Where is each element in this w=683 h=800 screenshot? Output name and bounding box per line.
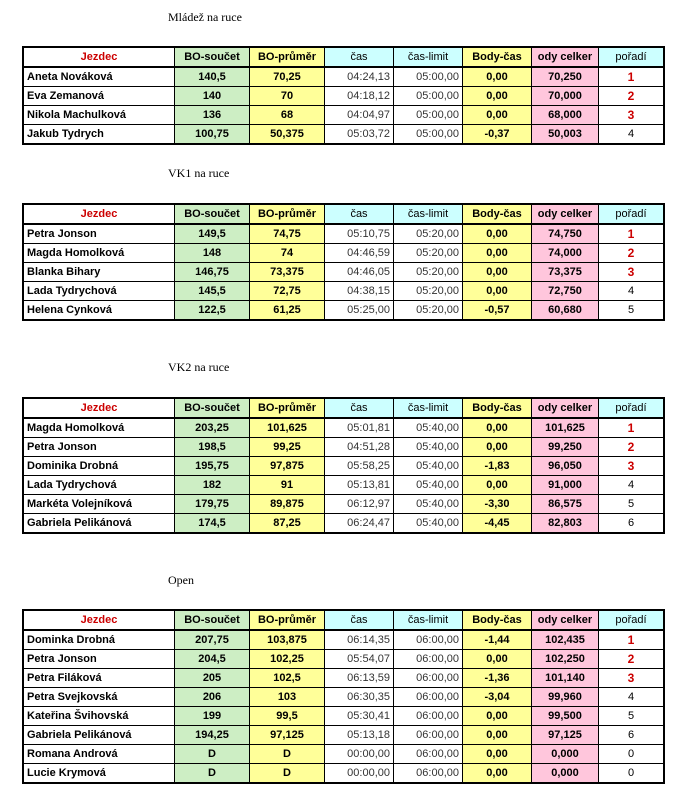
time: 04:51,28 bbox=[325, 438, 394, 457]
total-points: 101,140 bbox=[532, 669, 599, 688]
rank: 4 bbox=[599, 688, 665, 707]
time: 00:00,00 bbox=[325, 764, 394, 784]
bo-sum: 198,5 bbox=[175, 438, 250, 457]
table-header-row bbox=[23, 610, 664, 630]
bo-sum: 145,5 bbox=[175, 282, 250, 301]
results-table-vk2 bbox=[22, 397, 665, 534]
table-row bbox=[23, 438, 664, 457]
rank: 4 bbox=[599, 125, 665, 145]
time-limit: 06:00,00 bbox=[394, 764, 463, 784]
header-rank: pořadí bbox=[599, 204, 665, 224]
header-time-limit: čas-limit bbox=[394, 204, 463, 224]
time: 04:04,97 bbox=[325, 106, 394, 125]
total-points: 97,125 bbox=[532, 726, 599, 745]
time-limit: 05:00,00 bbox=[394, 67, 463, 87]
header-time: čas bbox=[325, 610, 394, 630]
results-table-vk1 bbox=[22, 203, 665, 321]
rider-name: Romana Andrová bbox=[23, 745, 175, 764]
time: 06:14,35 bbox=[325, 630, 394, 650]
total-points: 91,000 bbox=[532, 476, 599, 495]
bo-avg: 102,5 bbox=[250, 669, 325, 688]
rider-name: Jakub Tydrych bbox=[23, 125, 175, 145]
time: 05:13,18 bbox=[325, 726, 394, 745]
time-limit: 06:00,00 bbox=[394, 688, 463, 707]
time: 05:58,25 bbox=[325, 457, 394, 476]
table-header-row bbox=[23, 398, 664, 418]
bo-sum: 182 bbox=[175, 476, 250, 495]
rider-name: Petra Jonson bbox=[23, 650, 175, 669]
total-points: 60,680 bbox=[532, 301, 599, 321]
rider-name: Lada Tydrychová bbox=[23, 476, 175, 495]
bo-avg: 74 bbox=[250, 244, 325, 263]
header-bo-sum: BO-součet bbox=[175, 204, 250, 224]
bo-avg: 103,875 bbox=[250, 630, 325, 650]
rider-name: Petra Filáková bbox=[23, 669, 175, 688]
time: 05:25,00 bbox=[325, 301, 394, 321]
rank: 2 bbox=[599, 87, 665, 106]
header-bo-avg: BO-průměr bbox=[250, 610, 325, 630]
header-total-points: ody celker bbox=[532, 204, 599, 224]
header-rider: Jezdec bbox=[23, 610, 175, 630]
total-points: 72,750 bbox=[532, 282, 599, 301]
bo-avg: 70,25 bbox=[250, 67, 325, 87]
time-limit: 06:00,00 bbox=[394, 669, 463, 688]
time-limit: 05:40,00 bbox=[394, 457, 463, 476]
header-rank: pořadí bbox=[599, 610, 665, 630]
rank: 3 bbox=[599, 669, 665, 688]
time: 05:01,81 bbox=[325, 418, 394, 438]
body-time: 0,00 bbox=[463, 263, 532, 282]
table-row bbox=[23, 263, 664, 282]
rider-name: Dominka Drobná bbox=[23, 630, 175, 650]
total-points: 50,003 bbox=[532, 125, 599, 145]
rider-name: Petra Jonson bbox=[23, 224, 175, 244]
total-points: 0,000 bbox=[532, 764, 599, 784]
bo-sum: 204,5 bbox=[175, 650, 250, 669]
table-row bbox=[23, 745, 664, 764]
time: 04:46,05 bbox=[325, 263, 394, 282]
total-points: 70,250 bbox=[532, 67, 599, 87]
header-total-points: ody celker bbox=[532, 47, 599, 67]
body-time: 0,00 bbox=[463, 87, 532, 106]
table-row bbox=[23, 630, 664, 650]
bo-sum: D bbox=[175, 745, 250, 764]
header-rank: pořadí bbox=[599, 47, 665, 67]
body-time: 0,00 bbox=[463, 67, 532, 87]
header-rider: Jezdec bbox=[23, 398, 175, 418]
header-time-limit: čas-limit bbox=[394, 47, 463, 67]
time-limit: 05:40,00 bbox=[394, 438, 463, 457]
rider-name: Nikola Machulková bbox=[23, 106, 175, 125]
body-time: -0,37 bbox=[463, 125, 532, 145]
header-bo-avg: BO-průměr bbox=[250, 398, 325, 418]
bo-avg: 61,25 bbox=[250, 301, 325, 321]
body-time: 0,00 bbox=[463, 106, 532, 125]
header-rider: Jezdec bbox=[23, 204, 175, 224]
bo-avg: 68 bbox=[250, 106, 325, 125]
time: 05:54,07 bbox=[325, 650, 394, 669]
bo-avg: 72,75 bbox=[250, 282, 325, 301]
table-row bbox=[23, 87, 664, 106]
bo-avg: 73,375 bbox=[250, 263, 325, 282]
body-time: -1,44 bbox=[463, 630, 532, 650]
total-points: 102,435 bbox=[532, 630, 599, 650]
rank: 2 bbox=[599, 244, 665, 263]
table-row bbox=[23, 650, 664, 669]
rank: 3 bbox=[599, 263, 665, 282]
total-points: 70,000 bbox=[532, 87, 599, 106]
rank: 1 bbox=[599, 224, 665, 244]
total-points: 86,575 bbox=[532, 495, 599, 514]
section-title-mladez: Mládež na ruce bbox=[168, 10, 242, 24]
body-time: 0,00 bbox=[463, 282, 532, 301]
bo-sum: 203,25 bbox=[175, 418, 250, 438]
header-time-limit: čas-limit bbox=[394, 610, 463, 630]
total-points: 99,960 bbox=[532, 688, 599, 707]
total-points: 68,000 bbox=[532, 106, 599, 125]
time: 04:24,13 bbox=[325, 67, 394, 87]
bo-sum: 140,5 bbox=[175, 67, 250, 87]
table-header-row bbox=[23, 204, 664, 224]
rider-name: Gabriela Pelikánová bbox=[23, 726, 175, 745]
header-body-time: Body-čas bbox=[463, 610, 532, 630]
bo-avg: 50,375 bbox=[250, 125, 325, 145]
rank: 2 bbox=[599, 438, 665, 457]
bo-sum: 136 bbox=[175, 106, 250, 125]
body-time: 0,00 bbox=[463, 726, 532, 745]
bo-avg: 70 bbox=[250, 87, 325, 106]
rank: 2 bbox=[599, 650, 665, 669]
bo-sum: 179,75 bbox=[175, 495, 250, 514]
header-body-time: Body-čas bbox=[463, 398, 532, 418]
bo-sum: 205 bbox=[175, 669, 250, 688]
body-time: -1,83 bbox=[463, 457, 532, 476]
body-time: 0,00 bbox=[463, 476, 532, 495]
table-row bbox=[23, 418, 664, 438]
total-points: 82,803 bbox=[532, 514, 599, 534]
table-row bbox=[23, 669, 664, 688]
bo-sum: 148 bbox=[175, 244, 250, 263]
table-row bbox=[23, 106, 664, 125]
bo-avg: 103 bbox=[250, 688, 325, 707]
bo-avg: 87,25 bbox=[250, 514, 325, 534]
rank: 3 bbox=[599, 106, 665, 125]
bo-sum: 140 bbox=[175, 87, 250, 106]
header-bo-avg: BO-průměr bbox=[250, 47, 325, 67]
table-row bbox=[23, 726, 664, 745]
time: 05:10,75 bbox=[325, 224, 394, 244]
table-row bbox=[23, 301, 664, 321]
bo-sum: 122,5 bbox=[175, 301, 250, 321]
time: 04:46,59 bbox=[325, 244, 394, 263]
total-points: 99,500 bbox=[532, 707, 599, 726]
time: 06:30,35 bbox=[325, 688, 394, 707]
bo-avg: 91 bbox=[250, 476, 325, 495]
time-limit: 05:20,00 bbox=[394, 282, 463, 301]
time-limit: 05:20,00 bbox=[394, 224, 463, 244]
time: 00:00,00 bbox=[325, 745, 394, 764]
header-total-points: ody celker bbox=[532, 610, 599, 630]
body-time: -0,57 bbox=[463, 301, 532, 321]
table-row bbox=[23, 244, 664, 263]
rank: 4 bbox=[599, 282, 665, 301]
time: 05:03,72 bbox=[325, 125, 394, 145]
body-time: 0,00 bbox=[463, 224, 532, 244]
header-rider: Jezdec bbox=[23, 47, 175, 67]
body-time: 0,00 bbox=[463, 418, 532, 438]
total-points: 0,000 bbox=[532, 745, 599, 764]
bo-avg: 97,125 bbox=[250, 726, 325, 745]
time-limit: 06:00,00 bbox=[394, 745, 463, 764]
rider-name: Petra Jonson bbox=[23, 438, 175, 457]
time: 05:13,81 bbox=[325, 476, 394, 495]
time: 06:12,97 bbox=[325, 495, 394, 514]
body-time: 0,00 bbox=[463, 764, 532, 784]
time: 04:38,15 bbox=[325, 282, 394, 301]
body-time: -4,45 bbox=[463, 514, 532, 534]
total-points: 74,000 bbox=[532, 244, 599, 263]
time: 04:18,12 bbox=[325, 87, 394, 106]
bo-sum: D bbox=[175, 764, 250, 784]
header-bo-sum: BO-součet bbox=[175, 610, 250, 630]
time-limit: 06:00,00 bbox=[394, 630, 463, 650]
header-total-points: ody celker bbox=[532, 398, 599, 418]
rank: 4 bbox=[599, 476, 665, 495]
body-time: -3,30 bbox=[463, 495, 532, 514]
bo-sum: 199 bbox=[175, 707, 250, 726]
rank: 6 bbox=[599, 514, 665, 534]
table-row bbox=[23, 282, 664, 301]
bo-avg: 99,25 bbox=[250, 438, 325, 457]
rider-name: Kateřina Švihovská bbox=[23, 707, 175, 726]
table-row bbox=[23, 476, 664, 495]
total-points: 99,250 bbox=[532, 438, 599, 457]
rider-name: Dominika Drobná bbox=[23, 457, 175, 476]
time-limit: 05:00,00 bbox=[394, 106, 463, 125]
bo-sum: 100,75 bbox=[175, 125, 250, 145]
rider-name: Eva Zemanová bbox=[23, 87, 175, 106]
total-points: 73,375 bbox=[532, 263, 599, 282]
bo-avg: D bbox=[250, 745, 325, 764]
body-time: 0,00 bbox=[463, 244, 532, 263]
time-limit: 06:00,00 bbox=[394, 650, 463, 669]
time-limit: 05:00,00 bbox=[394, 125, 463, 145]
table-row bbox=[23, 514, 664, 534]
total-points: 96,050 bbox=[532, 457, 599, 476]
time-limit: 05:40,00 bbox=[394, 495, 463, 514]
time-limit: 06:00,00 bbox=[394, 726, 463, 745]
body-time: 0,00 bbox=[463, 650, 532, 669]
rank: 3 bbox=[599, 457, 665, 476]
rank: 1 bbox=[599, 418, 665, 438]
bo-avg: 102,25 bbox=[250, 650, 325, 669]
bo-sum: 207,75 bbox=[175, 630, 250, 650]
rider-name: Aneta Nováková bbox=[23, 67, 175, 87]
bo-sum: 206 bbox=[175, 688, 250, 707]
bo-avg: 99,5 bbox=[250, 707, 325, 726]
header-time: čas bbox=[325, 47, 394, 67]
rider-name: Lada Tydrychová bbox=[23, 282, 175, 301]
table-row bbox=[23, 457, 664, 476]
table-row bbox=[23, 224, 664, 244]
header-time: čas bbox=[325, 204, 394, 224]
time-limit: 05:40,00 bbox=[394, 476, 463, 495]
time-limit: 05:40,00 bbox=[394, 514, 463, 534]
rider-name: Blanka Bihary bbox=[23, 263, 175, 282]
header-bo-avg: BO-průměr bbox=[250, 204, 325, 224]
time: 06:13,59 bbox=[325, 669, 394, 688]
rider-name: Magda Homolková bbox=[23, 418, 175, 438]
time-limit: 06:00,00 bbox=[394, 707, 463, 726]
rank: 5 bbox=[599, 301, 665, 321]
body-time: 0,00 bbox=[463, 438, 532, 457]
body-time: 0,00 bbox=[463, 707, 532, 726]
body-time: -3,04 bbox=[463, 688, 532, 707]
header-rank: pořadí bbox=[599, 398, 665, 418]
table-row bbox=[23, 764, 664, 784]
bo-sum: 194,25 bbox=[175, 726, 250, 745]
bo-sum: 195,75 bbox=[175, 457, 250, 476]
total-points: 102,250 bbox=[532, 650, 599, 669]
time-limit: 05:20,00 bbox=[394, 244, 463, 263]
bo-sum: 149,5 bbox=[175, 224, 250, 244]
bo-avg: 74,75 bbox=[250, 224, 325, 244]
header-time-limit: čas-limit bbox=[394, 398, 463, 418]
bo-sum: 146,75 bbox=[175, 263, 250, 282]
total-points: 74,750 bbox=[532, 224, 599, 244]
time-limit: 05:20,00 bbox=[394, 263, 463, 282]
header-time: čas bbox=[325, 398, 394, 418]
total-points: 101,625 bbox=[532, 418, 599, 438]
rider-name: Magda Homolková bbox=[23, 244, 175, 263]
bo-avg: 101,625 bbox=[250, 418, 325, 438]
rider-name: Helena Cynková bbox=[23, 301, 175, 321]
results-table-mladez bbox=[22, 46, 665, 145]
rider-name: Lucie Krymová bbox=[23, 764, 175, 784]
table-header-row bbox=[23, 47, 664, 67]
table-row bbox=[23, 688, 664, 707]
results-table-open bbox=[22, 609, 665, 784]
rank: 5 bbox=[599, 707, 665, 726]
rider-name: Petra Svejkovská bbox=[23, 688, 175, 707]
time: 06:24,47 bbox=[325, 514, 394, 534]
body-time: -1,36 bbox=[463, 669, 532, 688]
rider-name: Gabriela Pelikánová bbox=[23, 514, 175, 534]
rank: 0 bbox=[599, 745, 665, 764]
time-limit: 05:20,00 bbox=[394, 301, 463, 321]
body-time: 0,00 bbox=[463, 745, 532, 764]
bo-avg: D bbox=[250, 764, 325, 784]
rank: 1 bbox=[599, 630, 665, 650]
bo-avg: 89,875 bbox=[250, 495, 325, 514]
header-body-time: Body-čas bbox=[463, 47, 532, 67]
section-title-vk1: VK1 na ruce bbox=[168, 166, 230, 180]
section-title-vk2: VK2 na ruce bbox=[168, 360, 230, 374]
table-row bbox=[23, 125, 664, 145]
rank: 0 bbox=[599, 764, 665, 784]
table-row bbox=[23, 707, 664, 726]
rider-name: Markéta Volejníková bbox=[23, 495, 175, 514]
rank: 6 bbox=[599, 726, 665, 745]
table-row bbox=[23, 495, 664, 514]
table-row bbox=[23, 67, 664, 87]
bo-avg: 97,875 bbox=[250, 457, 325, 476]
rank: 5 bbox=[599, 495, 665, 514]
time-limit: 05:00,00 bbox=[394, 87, 463, 106]
header-bo-sum: BO-součet bbox=[175, 47, 250, 67]
bo-sum: 174,5 bbox=[175, 514, 250, 534]
time: 05:30,41 bbox=[325, 707, 394, 726]
header-body-time: Body-čas bbox=[463, 204, 532, 224]
time-limit: 05:40,00 bbox=[394, 418, 463, 438]
rank: 1 bbox=[599, 67, 665, 87]
section-title-open: Open bbox=[168, 573, 194, 587]
header-bo-sum: BO-součet bbox=[175, 398, 250, 418]
